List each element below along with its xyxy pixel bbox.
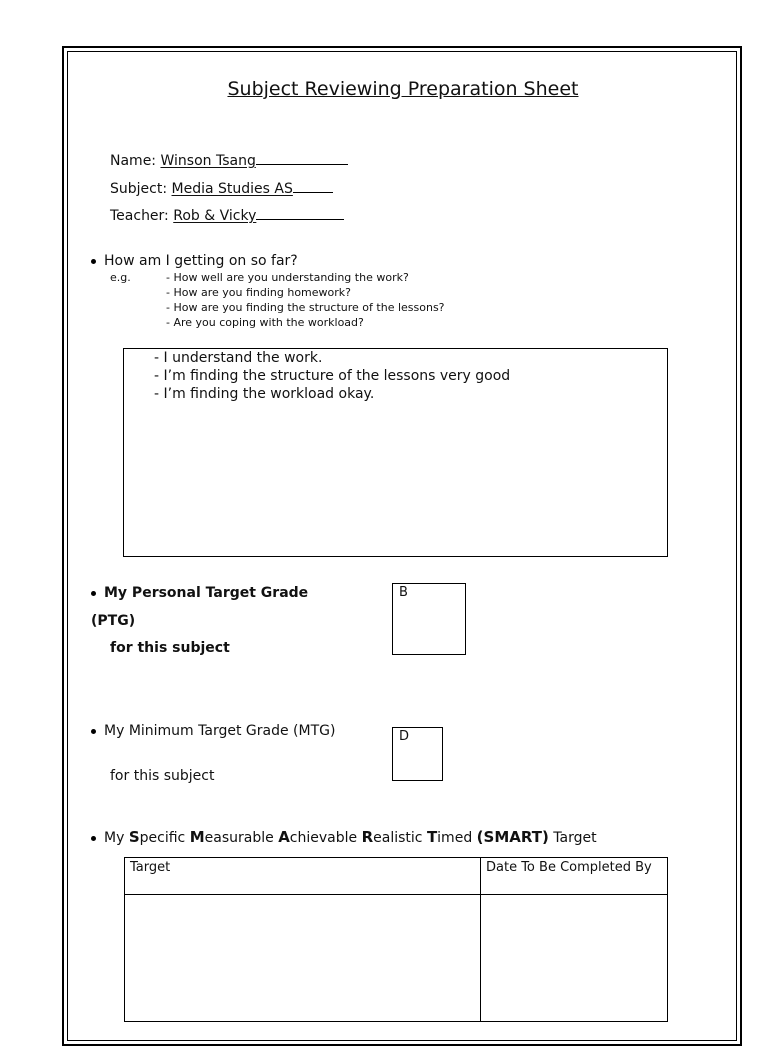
prompt-item: - How well are you understanding the work? <box>166 271 409 284</box>
smart-target-table <box>124 857 668 1022</box>
smart-heading: My Specific Measurable Achievable Realistic Timed (SMART) Target <box>91 828 597 846</box>
bullet-icon <box>91 591 96 596</box>
ptg-heading: My Personal Target Grade <box>91 585 308 601</box>
date-cell[interactable] <box>481 895 668 1022</box>
teacher-value: Rob & Vicky <box>173 208 257 224</box>
ptg-abbrev: (PTG) <box>91 613 136 629</box>
answer-line: - I’m finding the structure of the lessons very good <box>154 368 511 384</box>
teacher-field <box>110 207 344 224</box>
teacher-label: Teacher: <box>110 208 174 224</box>
subject-blank-line <box>293 180 333 193</box>
subject-value: Media Studies AS <box>171 181 293 197</box>
bullet-icon <box>91 259 96 264</box>
prompt-item: - How are you finding the structure of the lessons? <box>166 301 445 314</box>
name-value: Winson Tsang <box>160 153 256 169</box>
name-field <box>110 152 348 169</box>
date-header: Date To Be Completed By <box>481 858 668 895</box>
subject-label: Subject: <box>110 181 172 197</box>
answer-line: - I’m finding the workload okay. <box>154 386 375 402</box>
mtg-grade-box[interactable] <box>392 727 443 781</box>
mtg-subtext: for this subject <box>110 768 215 784</box>
mtg-grade: D <box>399 729 410 744</box>
table-header-row <box>125 858 668 895</box>
eg-label: e.g. <box>110 271 131 284</box>
bullet-icon <box>91 836 96 841</box>
name-blank-line <box>256 152 348 165</box>
progress-question: How am I getting on so far? <box>91 253 298 269</box>
target-cell[interactable] <box>125 895 481 1022</box>
answer-line: - I understand the work. <box>154 350 323 366</box>
prompt-item: - How are you finding homework? <box>166 286 351 299</box>
table-row <box>125 895 668 1022</box>
prompt-item: - Are you coping with the workload? <box>166 316 364 329</box>
target-header: Target <box>125 858 481 895</box>
ptg-grade: B <box>399 585 408 600</box>
bullet-icon <box>91 729 96 734</box>
ptg-grade-box[interactable] <box>392 583 466 655</box>
mtg-heading: My Minimum Target Grade (MTG) <box>91 723 335 739</box>
name-label: Name: <box>110 153 161 169</box>
ptg-subtext: for this subject <box>110 640 230 656</box>
teacher-blank-line <box>256 207 344 220</box>
subject-field <box>110 180 333 197</box>
page-title: Subject Reviewing Preparation Sheet <box>227 78 579 100</box>
